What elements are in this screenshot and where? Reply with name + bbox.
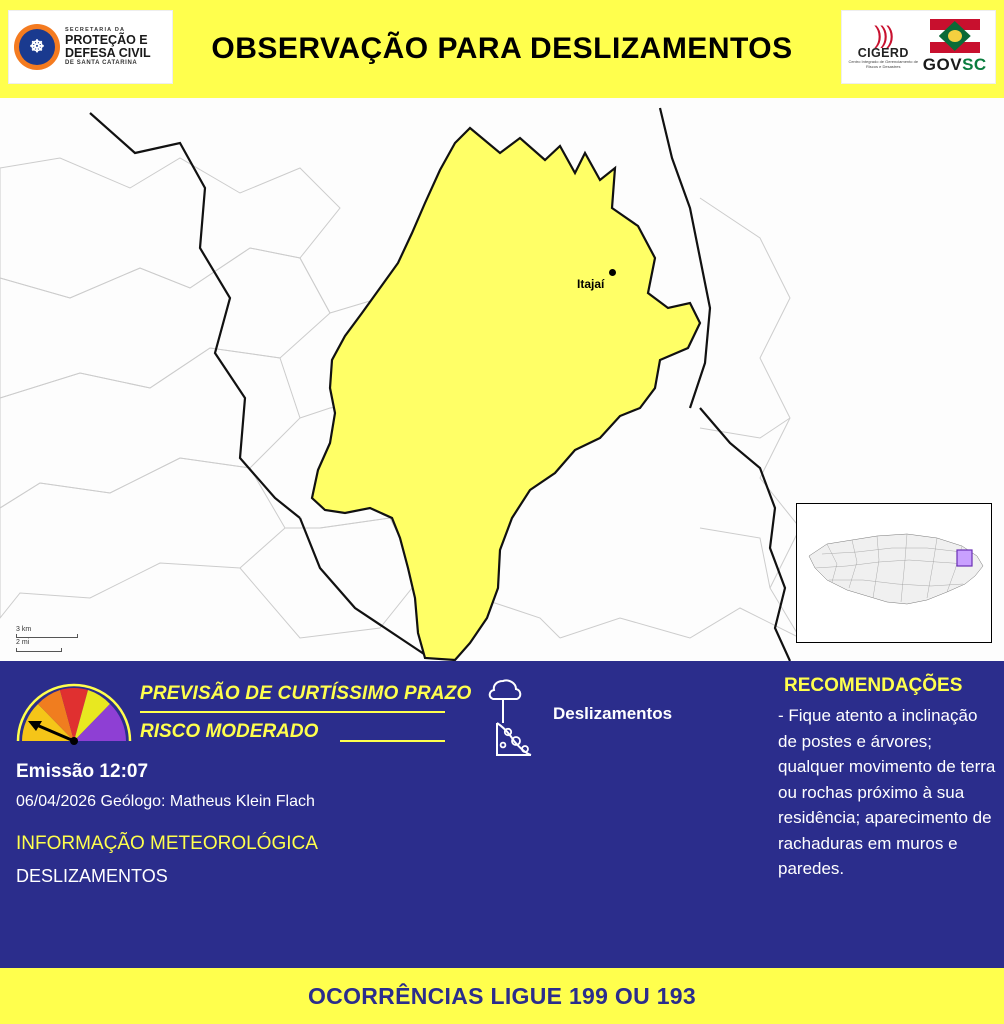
scale-mi-line — [16, 648, 62, 652]
emergency-phone-text: OCORRÊNCIAS LIGUE 199 OU 193 — [307, 982, 696, 1009]
civil-defense-emblem-icon — [14, 24, 60, 70]
forecast-divider-1 — [140, 711, 445, 713]
logo-line-2: PROTEÇÃO E — [65, 33, 148, 47]
cigerd-name: CIGERD — [857, 46, 909, 61]
forecast-term-label: PREVISÃO DE CURTÍSSIMO PRAZO — [140, 683, 472, 704]
partner-logos — [841, 10, 996, 84]
city-marker-dot — [609, 269, 616, 276]
recommendations-body: - Fique atento a inclinação de postes e árvores; qualquer movimento de terra ou rochas próximo à sua residência; aparecimento de rachaduras em muros e paredes. — [778, 706, 996, 878]
scale-bar — [16, 625, 78, 652]
logo-line-3: DEFESA CIVIL — [65, 45, 151, 60]
meteorological-info-title: INFORMAÇÃO METEOROLÓGICA — [16, 833, 318, 854]
footer-banner — [0, 968, 1004, 1024]
landslide-icon — [487, 677, 547, 759]
header-banner — [0, 0, 1004, 98]
page-title: OBSERVAÇÃO PARA DESLIZAMENTOS — [211, 32, 793, 66]
cigerd-logo — [847, 21, 919, 70]
hazard-label: Deslizamentos — [553, 704, 673, 723]
scale-km-label: 3 km — [16, 626, 32, 633]
scale-mi-label: 2 mi — [16, 639, 30, 647]
risk-gauge — [14, 679, 134, 745]
santa-catarina-locator-inset — [796, 503, 992, 643]
recommendations-title: RECOMENDAÇÕES — [784, 675, 963, 696]
risk-level-label: RISCO MODERADO — [140, 721, 319, 742]
date-and-geologist: 06/04/2026 Geólogo: Matheus Klein Flach — [16, 793, 315, 810]
city-marker-label: Itajaí — [577, 277, 605, 291]
info-panel — [0, 661, 1004, 968]
inset-vector — [797, 504, 990, 641]
cigerd-waves-icon: ))) — [874, 21, 893, 49]
civil-defense-logo-text — [65, 28, 151, 65]
flag-seal — [948, 30, 962, 42]
meteorological-info-body: DESLIZAMENTOS — [16, 866, 168, 886]
emission-time: Emissão 12:07 — [16, 761, 149, 782]
logo-line-4: DE SANTA CATARINA — [65, 59, 138, 66]
logo-line-1: SECRETARIA DA — [65, 27, 126, 34]
govsc-logo — [920, 19, 990, 75]
cigerd-subtitle: Centro Integrado de Gerenciamento de Riscos e Desastres — [848, 59, 919, 69]
sc-text: SC — [962, 55, 987, 74]
gov-text: GOV — [922, 55, 963, 74]
santa-catarina-flag-icon — [930, 19, 980, 53]
map-canvas[interactable] — [0, 98, 1004, 661]
emblem-inner: ☸ — [19, 29, 55, 65]
govsc-label — [920, 55, 990, 75]
risk-gauge-vector — [14, 679, 134, 745]
civil-defense-logo — [8, 10, 173, 84]
forecast-divider-2 — [340, 740, 445, 742]
landslide-icon-vector — [487, 677, 547, 759]
